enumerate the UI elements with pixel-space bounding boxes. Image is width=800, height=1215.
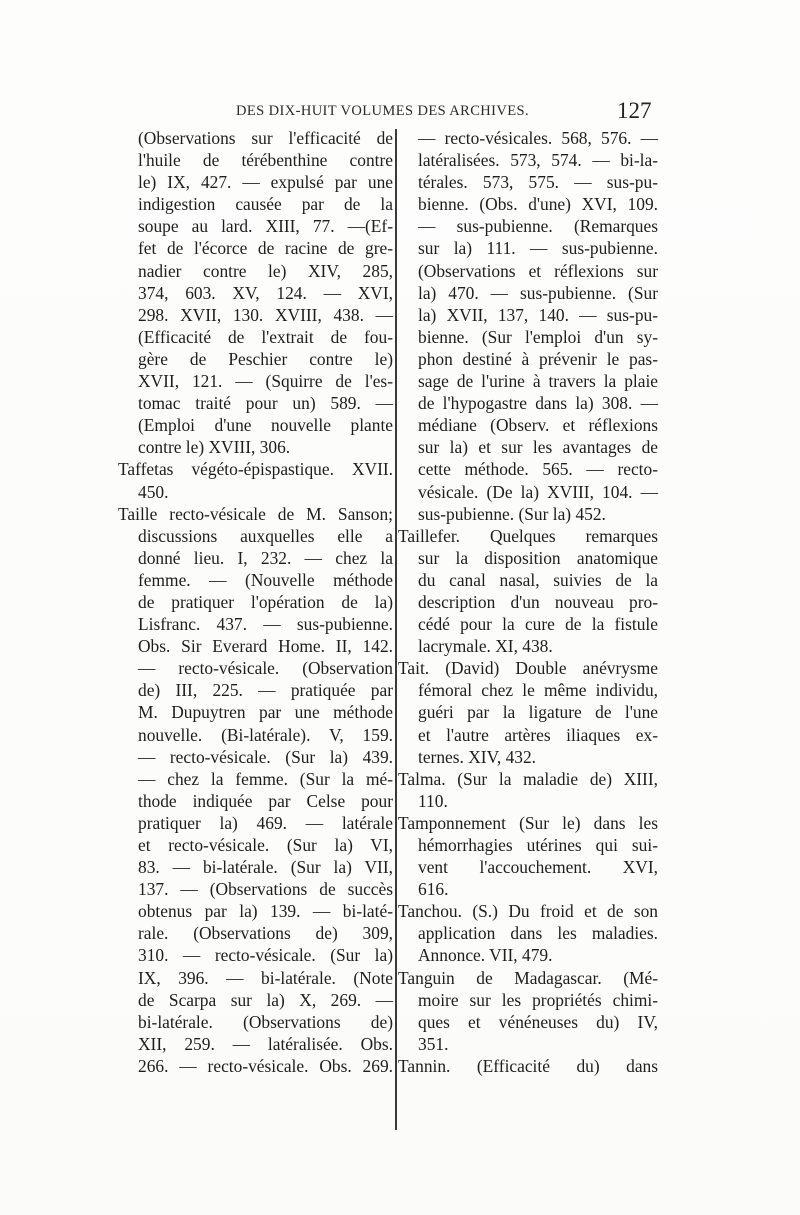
index-line: sage de l'urine à travers la plaie <box>418 371 658 392</box>
index-line: — recto-vésicales. 568, 576. — <box>418 128 658 148</box>
index-line: le) IX, 427. — expulsé par une <box>138 172 393 193</box>
index-line: Talma. (Sur la maladie de) XIII, <box>398 768 658 789</box>
index-line: 450. <box>138 481 169 502</box>
index-line: soupe au lard. XIII, 77. —(Ef- <box>138 216 393 237</box>
index-line: latéralisées. 573, 574. — bi-la- <box>418 150 658 171</box>
index-line: sur la disposition anatomique <box>418 547 658 568</box>
index-line: Tannin. (Efficacité du) dans <box>398 1055 658 1076</box>
index-line: hémorrhagies utérines qui sui- <box>418 835 658 855</box>
index-line: Taille recto-vésicale de M. Sanson; <box>118 503 393 524</box>
index-line: 137. — (Observations de succès <box>138 879 393 900</box>
index-line: 110. <box>418 790 448 811</box>
index-line: thode indiquée par Celse pour <box>138 790 393 811</box>
index-line: sur la) 111. — sus-pubienne. <box>418 238 658 259</box>
index-line: indigestion causée par de la <box>138 194 393 215</box>
index-line: contre le) XVIII, 306. <box>138 437 291 458</box>
index-line: — recto-vésicale. (Sur la) 439. <box>138 746 393 767</box>
index-line: 310. — recto-vésicale. (Sur la) <box>138 945 393 966</box>
index-line: l'huile de térébenthine contre <box>138 150 393 171</box>
index-line: Tanchou. (S.) Du froid et de son <box>398 901 658 922</box>
index-line: lacrymale. XI, 438. <box>418 636 553 657</box>
index-line: discussions auxquelles elle a <box>138 525 393 546</box>
index-line: 266. — recto-vésicale. Obs. 269. <box>138 1055 393 1076</box>
index-line: Tamponnement (Sur le) dans les <box>398 812 658 833</box>
index-line: moire sur les propriétés chimi- <box>418 989 658 1010</box>
index-line: nouvelle. (Bi-latérale). V, 159. <box>138 724 393 745</box>
right-column <box>398 127 658 1077</box>
index-line: (Efficacité de l'extrait de fou- <box>138 326 393 347</box>
index-line: vésicale. (De la) XVIII, 104. — <box>418 481 658 502</box>
index-line: du canal nasal, suivies de la <box>418 569 658 590</box>
index-line: donné lieu. I, 232. — chez la <box>138 547 393 568</box>
index-line: de pratiquer l'opération de la) <box>138 591 393 612</box>
index-line: cette méthode. 565. — recto- <box>418 459 658 480</box>
index-line: phon destiné à prévenir le pas- <box>418 348 658 369</box>
index-line: (Observations et réflexions sur <box>418 260 658 281</box>
index-line: pratiquer la) 469. — latérale <box>138 812 393 833</box>
index-line: IX, 396. — bi-latérale. (Note <box>138 967 393 988</box>
index-line: femme. — (Nouvelle méthode <box>138 569 393 590</box>
index-line: guéri par la ligature de l'une <box>418 702 658 723</box>
index-line: Tait. (David) Double anévrysme <box>398 658 658 679</box>
index-line: M. Dupuytren par une méthode <box>138 702 393 723</box>
index-line: bi-latérale. (Observations de) <box>138 1011 393 1032</box>
index-line: sur la) et sur les avantages de <box>418 437 658 458</box>
index-line: bienne. (Obs. d'une) XVI, 109. <box>418 194 658 215</box>
index-line: de Scarpa sur la) X, 269. — <box>138 989 393 1010</box>
index-line: bienne. (Sur l'emploi d'un sy- <box>418 326 658 347</box>
index-line: fémoral chez le même individu, <box>418 680 658 701</box>
page-number: 127 <box>617 98 652 123</box>
index-line: la) XVII, 137, 140. — sus-pu- <box>418 304 658 325</box>
index-line: 374, 603. XV, 124. — XVI, <box>138 282 393 303</box>
index-line: 351. <box>418 1033 449 1054</box>
index-line: obtenus par la) 139. — bi-laté- <box>138 901 393 922</box>
index-line: 616. <box>418 879 449 900</box>
index-line: tomac traité pour un) 589. — <box>138 393 393 414</box>
left-column <box>118 127 393 1077</box>
index-line: de) III, 225. — pratiquée par <box>138 680 393 701</box>
index-line: de l'hypogastre dans la) 308. — <box>418 393 658 414</box>
index-line: vent l'accouchement. XVI, <box>418 857 658 878</box>
index-line: 298. XVII, 130. XVIII, 438. — <box>138 304 393 325</box>
index-line: — sus-pubienne. (Remarques <box>418 216 658 237</box>
running-head: DES DIX-HUIT VOLUMES DES ARCHIVES. <box>236 103 530 119</box>
index-line: gère de Peschier contre le) <box>138 348 393 369</box>
index-line: Taffetas végéto-épispastique. XVII. <box>118 459 393 480</box>
index-line: — recto-vésicale. (Observation <box>138 658 393 679</box>
index-line: XVII, 121. — (Squirre de l'es- <box>138 371 393 392</box>
index-line: ternes. XIV, 432. <box>418 746 537 767</box>
index-line: (Observations sur l'efficacité de <box>138 128 393 148</box>
index-line: et recto-vésicale. (Sur la) VI, <box>138 835 393 855</box>
index-line: ques et vénéneuses du) IV, <box>418 1011 658 1032</box>
index-line: Tanguin de Madagascar. (Mé- <box>398 967 658 988</box>
index-line: application dans les maladies. <box>418 923 658 944</box>
index-line: térales. 573, 575. — sus-pu- <box>418 172 658 193</box>
index-line: Obs. Sir Everard Home. II, 142. <box>138 636 393 657</box>
index-line: rale. (Observations de) 309, <box>138 923 393 944</box>
index-line: description d'un nouveau pro- <box>418 591 658 612</box>
index-line: cédé pour la cure de la fistule <box>418 614 658 635</box>
index-line: la) 470. — sus-pubienne. (Sur <box>418 282 658 303</box>
index-line: — chez la femme. (Sur la mé- <box>138 768 393 789</box>
index-line: 83. — bi-latérale. (Sur la) VII, <box>138 857 393 878</box>
index-line: XII, 259. — latéralisée. Obs. <box>138 1033 393 1054</box>
index-line: nadier contre le) XIV, 285, <box>138 260 393 281</box>
index-line: Lisfranc. 437. — sus-pubienne. <box>138 614 393 635</box>
index-line: médiane (Observ. et réflexions <box>418 415 658 436</box>
index-line: fet de l'écorce de racine de gre- <box>138 238 393 259</box>
index-line: Taillefer. Quelques remarques <box>398 525 658 546</box>
index-line: Annonce. VII, 479. <box>418 945 553 966</box>
column-divider <box>395 129 397 1130</box>
index-line: et l'autre artères iliaques ex- <box>418 724 658 745</box>
index-line: sus-pubienne. (Sur la) 452. <box>418 503 606 524</box>
index-line: (Emploi d'une nouvelle plante <box>138 415 393 436</box>
